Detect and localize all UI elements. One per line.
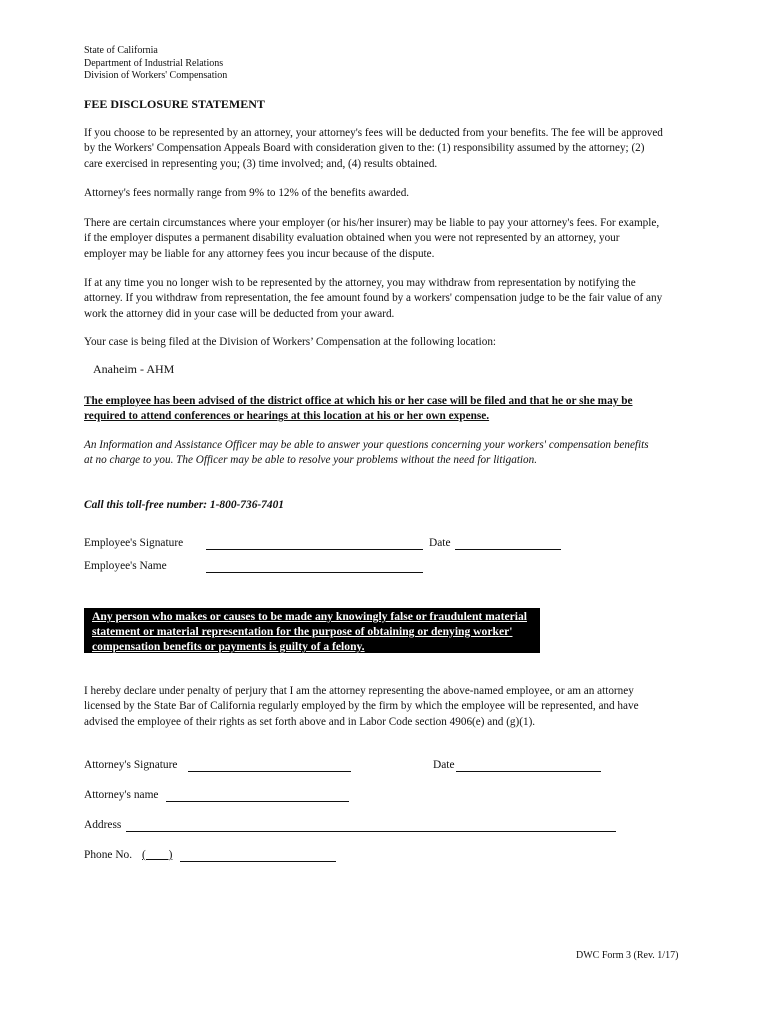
address-field[interactable]: [126, 819, 616, 832]
felony-warning-box: Any person who makes or causes to be made any knowingly false or fraudulent material statement or material representation for the purpose of obtaining or denying worker' compensation benefits or payments is guilty of a felony.: [84, 608, 540, 653]
phone-field[interactable]: [180, 849, 336, 862]
header-state: State of California: [84, 45, 158, 56]
address-label: Address: [84, 819, 122, 831]
employee-name-field[interactable]: [206, 560, 423, 573]
employee-date-field[interactable]: [455, 537, 561, 550]
attorney-signature-label: Attorney's Signature: [84, 759, 178, 771]
withdraw-paragraph: If at any time you no longer wish to be represented by the attorney, you may withdraw from representation by notifying the attorney. If you withdraw from representation, the fee amount found by a workers' compensation judge to be the fair value of any work the attorney did in your case will be deducted from your award.: [84, 277, 663, 320]
attorney-signature-field[interactable]: [188, 759, 351, 772]
attorney-declaration: I hereby declare under penalty of perjury that I am the attorney representing the above-named employee, or am an attorney licensed by the State Bar of California regularly employed by the firm by which the employee will be represented, and have advised the employee of their rights as set forth above and in Labor Code section 4906(e) and (g)(1).: [84, 685, 639, 728]
header-department: Department of Industrial Relations: [84, 57, 224, 69]
fee-paragraph: If you choose to be represented by an attorney, your attorney's fees will be deducted from your benefits. The fee will be approved by the Workers' Compensation Appeals Board with consideration given to the: (1) responsibility assumed by the attorney; (2) care exercised in representing you; (3) time involved; and, (4) results obtained.: [84, 127, 663, 170]
filing-location-paragraph: Your case is being filed at the Division of Workers’ Compensation at the following location:: [84, 336, 497, 348]
employer-liability-paragraph: There are certain circumstances where your employer (or his/her insurer) may be liable to pay your attorney's fees. For example, if the employer disputes a permanent disability evaluation obtained when you were not represented by an attorney, your employer may be liable for any attorney fees you incur because of the dispute.: [84, 217, 660, 260]
info-officer-paragraph: An Information and Assistance Officer may be able to answer your questions concerning your workers' compensation benefits at no charge to you. The Officer may be able to resolve your problems without the need for litigation.: [84, 439, 649, 467]
employee-signature-label: Employee's Signature: [84, 537, 184, 549]
fee-range-paragraph: Attorney's fees normally range from 9% to 12% of the benefits awarded.: [84, 187, 410, 199]
attorney-date-field[interactable]: [456, 759, 601, 772]
employee-date-label: Date: [429, 537, 451, 549]
district-office-notice: The employee has been advised of the district office at which his or her case will be filed and that he or she may be required to attend conferences or hearings at this location at his or her own expense.: [84, 395, 633, 423]
form-title: FEE DISCLOSURE STATEMENT: [84, 97, 265, 111]
attorney-name-field[interactable]: [166, 789, 349, 802]
toll-free-number: Call this toll-free number: 1-800-736-7401: [84, 499, 284, 511]
employee-name-label: Employee's Name: [84, 560, 167, 572]
filing-location: Anaheim - AHM: [93, 362, 175, 376]
attorney-name-label: Attorney's name: [84, 789, 159, 801]
attorney-date-label: Date: [433, 759, 455, 771]
agency-header: [84, 45, 227, 83]
phone-label: Phone No.: [84, 849, 133, 861]
employee-signature-field[interactable]: [206, 537, 423, 550]
phone-area-code[interactable]: ( ): [142, 849, 173, 861]
header-division: Division of Workers' Compensation: [84, 70, 228, 82]
form-revision: DWC Form 3 (Rev. 1/17): [576, 950, 679, 961]
